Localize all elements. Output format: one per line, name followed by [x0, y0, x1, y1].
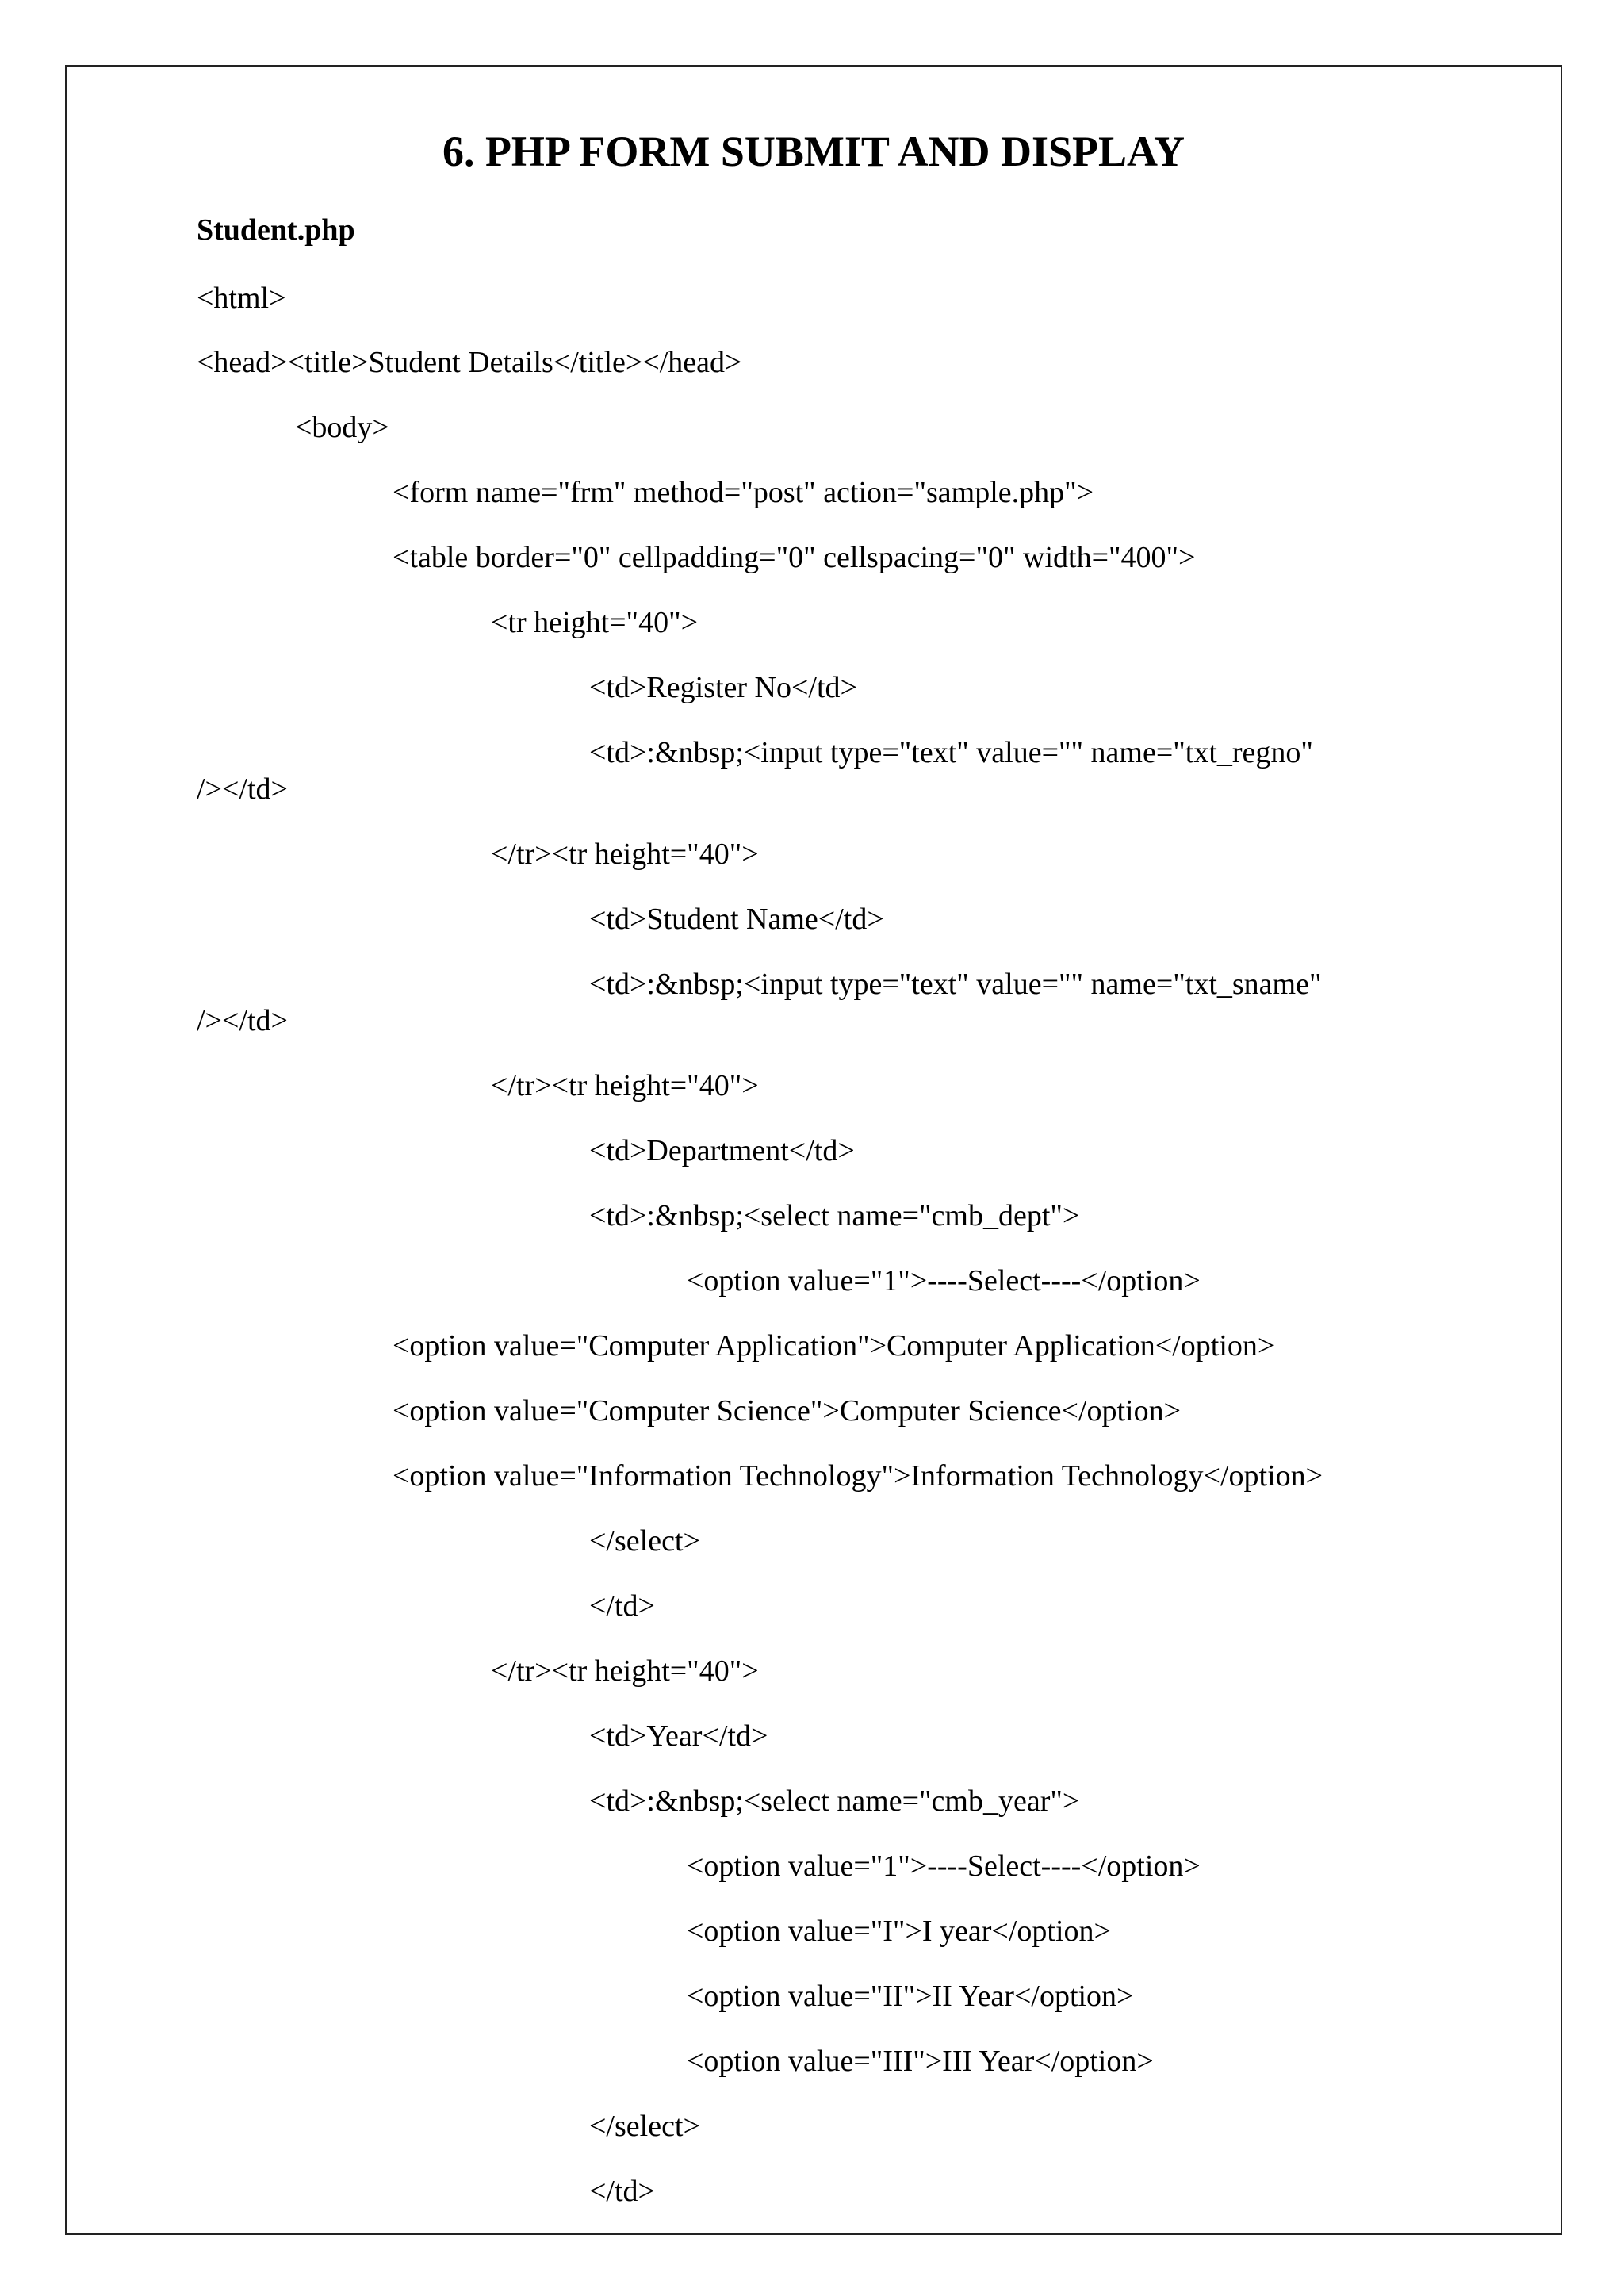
page-title: 6. PHP FORM SUBMIT AND DISPLAY: [442, 128, 1185, 175]
code-line: <form name="frm" method="post" action="sample.php">: [393, 476, 1094, 509]
code-line: <option value="I">I year</option>: [687, 1915, 1111, 1948]
code-line: <td>Register No</td>: [589, 671, 857, 704]
code-line: <option value="Computer Science">Computer Science</option>: [393, 1394, 1182, 1428]
code-line: <option value="III">III Year</option>: [687, 2045, 1154, 2078]
code-line: <option value="Information Technology">Information Technology</option>: [393, 1459, 1323, 1493]
code-line: </tr><tr height="40">: [491, 1069, 759, 1102]
code-line: <td>Year</td>: [589, 1719, 768, 1753]
code-line: <tr height="40">: [491, 606, 699, 639]
code-line: <option value="Computer Application">Computer Application</option>: [393, 1329, 1275, 1363]
code-line: <option value="1">----Select----</option>: [687, 1264, 1201, 1297]
code-line: <table border="0" cellpadding="0" cellspacing="0" width="400">: [393, 541, 1196, 574]
code-line: </select>: [589, 2110, 700, 2143]
code-line: </select>: [589, 1524, 700, 1558]
code-line: /></td>: [197, 1004, 288, 1037]
code-line: <body>: [295, 411, 389, 444]
file-name: Student.php: [197, 213, 355, 247]
code-line: </td>: [589, 2175, 655, 2208]
code-line: </td>: [589, 1589, 655, 1623]
code-line: <td>:&nbsp;<select name="cmb_year">: [589, 1784, 1080, 1818]
code-line: </tr><tr height="40">: [491, 838, 759, 871]
code-line: <html>: [197, 282, 286, 315]
code-line: /></td>: [197, 772, 288, 806]
code-line: <td>:&nbsp;<input type="text" value="" name="txt_regno": [589, 736, 1313, 769]
code-line: <td>Department</td>: [589, 1134, 855, 1167]
code-line: <option value="II">II Year</option>: [687, 1980, 1134, 2013]
code-line: </tr><tr height="40">: [491, 1654, 759, 1688]
code-line: <td>:&nbsp;<input type="text" value="" name="txt_sname": [589, 968, 1322, 1001]
code-line: <option value="1">----Select----</option>: [687, 1849, 1201, 1883]
code-line: <head><title>Student Details</title></head>: [197, 346, 742, 379]
code-line: <td>:&nbsp;<select name="cmb_dept">: [589, 1199, 1080, 1232]
code-line: <td>Student Name</td>: [589, 903, 884, 936]
